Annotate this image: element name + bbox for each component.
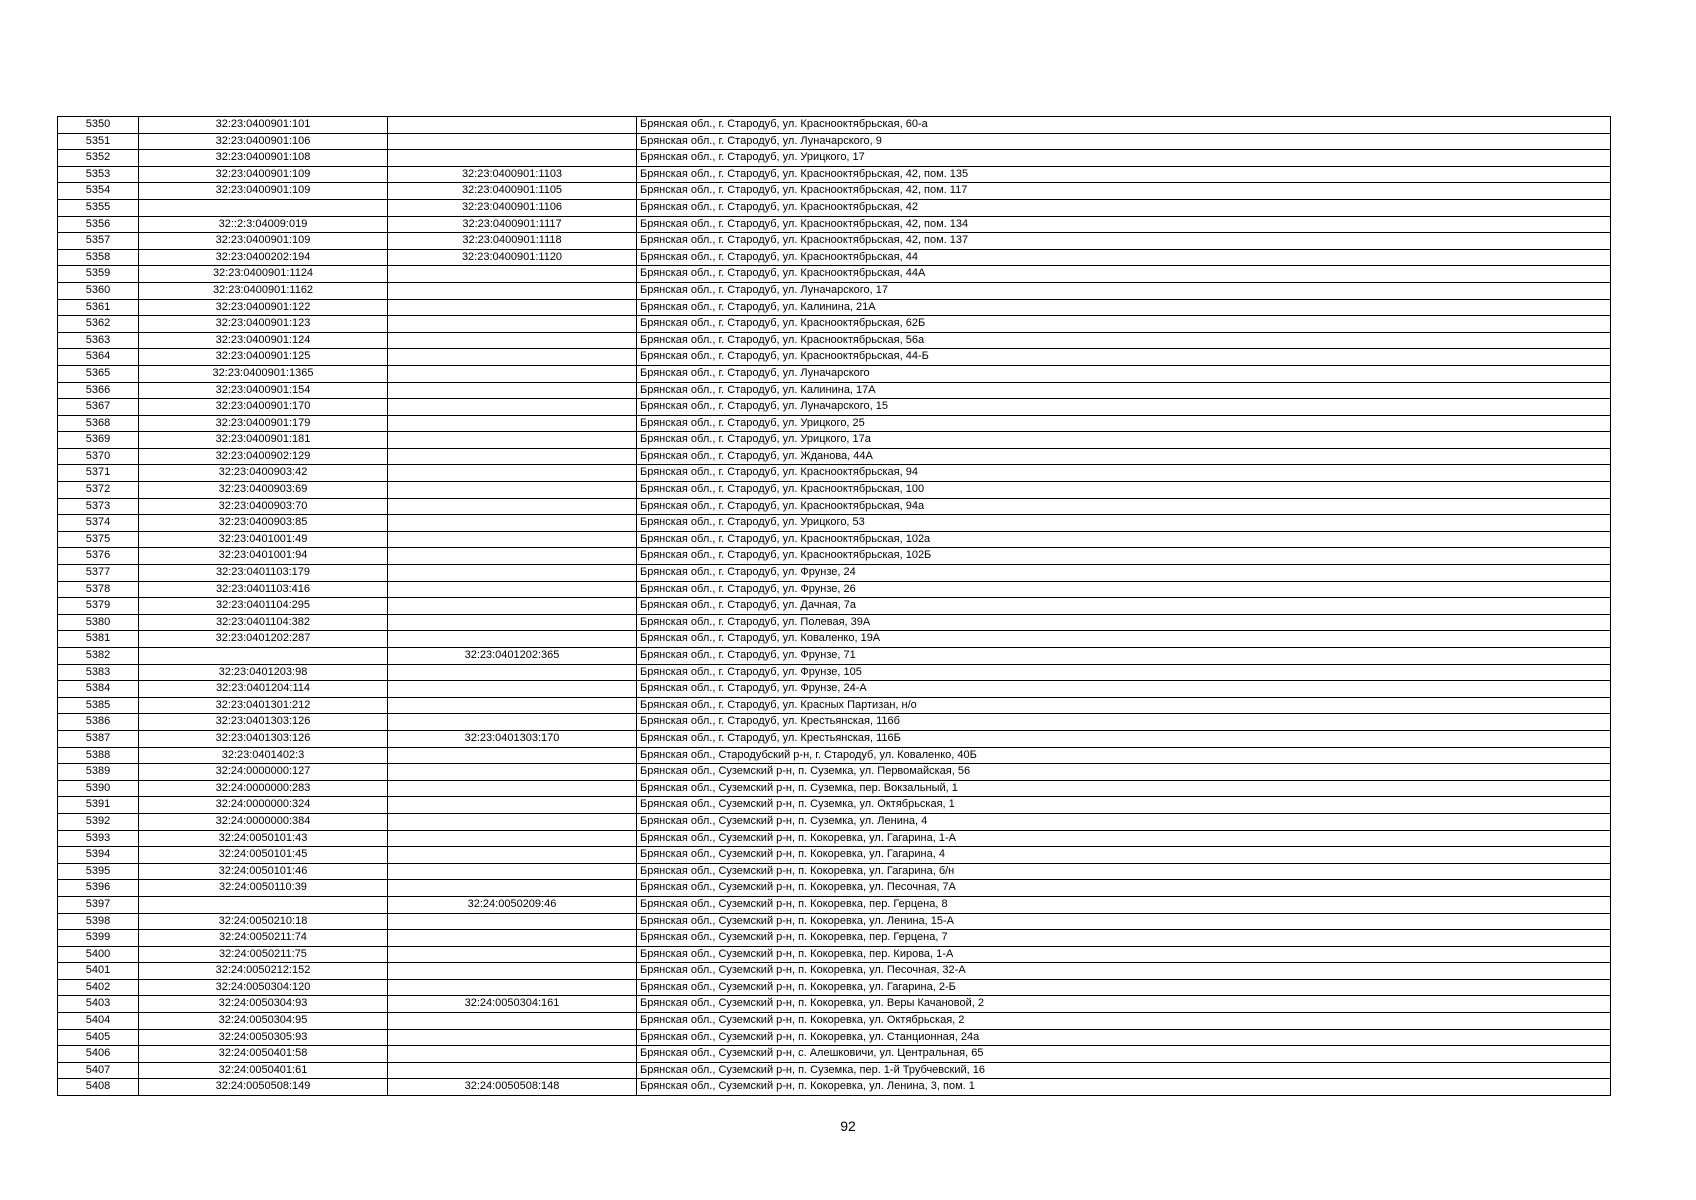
address-cell: Брянская обл., Суземский р-н, п. Кокоревка, ул. Октябрьская, 2 <box>637 1013 1611 1030</box>
table-row <box>58 896 1611 913</box>
row-number-cell: 5404 <box>58 1013 139 1030</box>
sub-cadastral-number-cell <box>388 415 637 432</box>
table-row <box>58 648 1611 665</box>
cadastral-number-cell: 32:23:0400901:1124 <box>139 266 388 283</box>
table-row <box>58 797 1611 814</box>
row-number-cell: 5384 <box>58 681 139 698</box>
table-row <box>58 764 1611 781</box>
table-row <box>58 365 1611 382</box>
address-cell: Брянская обл., г. Стародуб, ул. Красных Партизан, н/о <box>637 697 1611 714</box>
table-row <box>58 913 1611 930</box>
address-cell: Брянская обл., г. Стародуб, ул. Калинина, 21А <box>637 299 1611 316</box>
row-number-cell: 5395 <box>58 863 139 880</box>
table-row <box>58 332 1611 349</box>
cadastral-number-cell: 32:23:0401301:212 <box>139 697 388 714</box>
sub-cadastral-number-cell: 32:23:0400901:1103 <box>388 166 637 183</box>
sub-cadastral-number-cell <box>388 498 637 515</box>
table-row <box>58 930 1611 947</box>
address-cell: Брянская обл., г. Стародуб, ул. Луначарского <box>637 365 1611 382</box>
address-cell: Брянская обл., Суземский р-н, п. Суземка, пер. Вокзальный, 1 <box>637 780 1611 797</box>
address-cell: Брянская обл., г. Стародуб, ул. Полевая, 39А <box>637 614 1611 631</box>
row-number-cell: 5405 <box>58 1029 139 1046</box>
row-number-cell: 5364 <box>58 349 139 366</box>
address-cell: Брянская обл., Суземский р-н, п. Суземка, пер. 1-й Трубчевский, 16 <box>637 1062 1611 1079</box>
table-row <box>58 415 1611 432</box>
row-number-cell: 5402 <box>58 979 139 996</box>
cadastral-number-cell: 32:24:0000000:324 <box>139 797 388 814</box>
row-number-cell: 5357 <box>58 233 139 250</box>
address-cell: Брянская обл., Стародубский р-н, г. Стародуб, ул. Коваленко, 40Б <box>637 747 1611 764</box>
sub-cadastral-number-cell: 32:23:0400901:1106 <box>388 199 637 216</box>
sub-cadastral-number-cell <box>388 266 637 283</box>
cadastral-number-cell: 32:23:0401001:49 <box>139 531 388 548</box>
sub-cadastral-number-cell <box>388 681 637 698</box>
cadastral-number-cell: 32:24:0050101:45 <box>139 847 388 864</box>
address-cell: Брянская обл., Суземский р-н, п. Кокоревка, ул. Гагарина, б/н <box>637 863 1611 880</box>
address-cell: Брянская обл., Суземский р-н, п. Кокоревка, пер. Герцена, 8 <box>637 896 1611 913</box>
cadastral-number-cell: 32:23:0400901:109 <box>139 233 388 250</box>
address-cell: Брянская обл., г. Стародуб, ул. Урицкого, 17 <box>637 150 1611 167</box>
row-number-cell: 5371 <box>58 465 139 482</box>
row-number-cell: 5388 <box>58 747 139 764</box>
address-cell: Брянская обл., г. Стародуб, ул. Фрунзе, 71 <box>637 648 1611 665</box>
address-cell: Брянская обл., Суземский р-н, п. Суземка, ул. Октябрьская, 1 <box>637 797 1611 814</box>
row-number-cell: 5398 <box>58 913 139 930</box>
cadastral-number-cell: 32::2:3:04009:019 <box>139 216 388 233</box>
row-number-cell: 5390 <box>58 780 139 797</box>
table-row <box>58 565 1611 582</box>
cadastral-number-cell: 32:23:0400901:109 <box>139 183 388 200</box>
row-number-cell: 5389 <box>58 764 139 781</box>
cadastral-number-cell: 32:23:0400901:125 <box>139 349 388 366</box>
sub-cadastral-number-cell <box>388 664 637 681</box>
row-number-cell: 5369 <box>58 432 139 449</box>
sub-cadastral-number-cell <box>388 614 637 631</box>
row-number-cell: 5408 <box>58 1079 139 1096</box>
address-cell: Брянская обл., г. Стародуб, ул. Краснооктябрьская, 60-а <box>637 117 1611 134</box>
table-row <box>58 531 1611 548</box>
cadastral-number-cell: 32:23:0400903:42 <box>139 465 388 482</box>
row-number-cell: 5374 <box>58 515 139 532</box>
sub-cadastral-number-cell: 32:23:0400901:1118 <box>388 233 637 250</box>
sub-cadastral-number-cell <box>388 117 637 134</box>
row-number-cell: 5381 <box>58 631 139 648</box>
sub-cadastral-number-cell: 32:24:0050304:161 <box>388 996 637 1013</box>
row-number-cell: 5363 <box>58 332 139 349</box>
cadastral-number-cell <box>139 896 388 913</box>
address-cell: Брянская обл., г. Стародуб, ул. Луначарского, 15 <box>637 399 1611 416</box>
row-number-cell: 5375 <box>58 531 139 548</box>
cadastral-number-cell: 32:23:0401303:126 <box>139 714 388 731</box>
page-number: 92 <box>840 1118 856 1134</box>
table-row <box>58 515 1611 532</box>
table-row <box>58 714 1611 731</box>
table-row <box>58 465 1611 482</box>
cadastral-number-cell: 32:24:0050304:95 <box>139 1013 388 1030</box>
property-registry-table <box>57 116 1611 1096</box>
row-number-cell: 5394 <box>58 847 139 864</box>
address-cell: Брянская обл., г. Стародуб, ул. Жданова, 44А <box>637 448 1611 465</box>
row-number-cell: 5376 <box>58 548 139 565</box>
row-number-cell: 5362 <box>58 316 139 333</box>
table-row <box>58 631 1611 648</box>
sub-cadastral-number-cell <box>388 979 637 996</box>
address-cell: Брянская обл., г. Стародуб, ул. Краснооктябрьская, 42, пом. 117 <box>637 183 1611 200</box>
address-cell: Брянская обл., г. Стародуб, ул. Фрунзе, 24 <box>637 565 1611 582</box>
table-row <box>58 216 1611 233</box>
row-number-cell: 5355 <box>58 199 139 216</box>
address-cell: Брянская обл., г. Стародуб, ул. Краснооктябрьская, 42, пом. 137 <box>637 233 1611 250</box>
table-row <box>58 150 1611 167</box>
address-cell: Брянская обл., г. Стародуб, ул. Краснооктябрьская, 94а <box>637 498 1611 515</box>
sub-cadastral-number-cell <box>388 830 637 847</box>
cadastral-number-cell: 32:23:0400202:194 <box>139 249 388 266</box>
cadastral-number-cell: 32:23:0401103:416 <box>139 581 388 598</box>
sub-cadastral-number-cell <box>388 1013 637 1030</box>
table-row <box>58 117 1611 134</box>
table-row <box>58 133 1611 150</box>
row-number-cell: 5354 <box>58 183 139 200</box>
row-number-cell: 5382 <box>58 648 139 665</box>
address-cell: Брянская обл., г. Стародуб, ул. Урицкого, 53 <box>637 515 1611 532</box>
cadastral-number-cell: 32:23:0400901:101 <box>139 117 388 134</box>
address-cell: Брянская обл., г. Стародуб, ул. Краснооктябрьская, 44-Б <box>637 349 1611 366</box>
address-cell: Брянская обл., г. Стародуб, ул. Крестьянская, 116б <box>637 714 1611 731</box>
cadastral-number-cell: 32:24:0050110:39 <box>139 880 388 897</box>
cadastral-number-cell: 32:23:0400901:154 <box>139 382 388 399</box>
table-row <box>58 581 1611 598</box>
address-cell: Брянская обл., г. Стародуб, ул. Луначарского, 17 <box>637 282 1611 299</box>
table-row <box>58 1062 1611 1079</box>
cadastral-number-cell: 32:24:0050211:75 <box>139 946 388 963</box>
sub-cadastral-number-cell <box>388 349 637 366</box>
cadastral-number-cell: 32:24:0050211:74 <box>139 930 388 947</box>
address-cell: Брянская обл., г. Стародуб, ул. Дачная, 7а <box>637 598 1611 615</box>
cadastral-number-cell: 32:24:0050305:93 <box>139 1029 388 1046</box>
address-cell: Брянская обл., Суземский р-н, п. Кокоревка, ул. Ленина, 3, пом. 1 <box>637 1079 1611 1096</box>
table-row <box>58 598 1611 615</box>
address-cell: Брянская обл., г. Стародуб, ул. Фрунзе, 24-А <box>637 681 1611 698</box>
address-cell: Брянская обл., г. Стародуб, ул. Урицкого, 17а <box>637 432 1611 449</box>
table-row <box>58 880 1611 897</box>
sub-cadastral-number-cell <box>388 764 637 781</box>
sub-cadastral-number-cell <box>388 697 637 714</box>
sub-cadastral-number-cell <box>388 465 637 482</box>
address-cell: Брянская обл., Суземский р-н, п. Суземка, ул. Первомайская, 56 <box>637 764 1611 781</box>
address-cell: Брянская обл., г. Стародуб, ул. Фрунзе, 105 <box>637 664 1611 681</box>
cadastral-number-cell: 32:24:0050212:152 <box>139 963 388 980</box>
sub-cadastral-number-cell <box>388 548 637 565</box>
address-cell: Брянская обл., г. Стародуб, ул. Краснооктябрьская, 42 <box>637 199 1611 216</box>
table-row <box>58 482 1611 499</box>
sub-cadastral-number-cell <box>388 930 637 947</box>
address-cell: Брянская обл., г. Стародуб, ул. Краснооктябрьская, 102а <box>637 531 1611 548</box>
row-number-cell: 5397 <box>58 896 139 913</box>
sub-cadastral-number-cell <box>388 565 637 582</box>
sub-cadastral-number-cell <box>388 598 637 615</box>
table-row <box>58 747 1611 764</box>
row-number-cell: 5401 <box>58 963 139 980</box>
table-row <box>58 863 1611 880</box>
address-cell: Брянская обл., г. Стародуб, ул. Краснооктябрьская, 44 <box>637 249 1611 266</box>
sub-cadastral-number-cell <box>388 780 637 797</box>
address-cell: Брянская обл., г. Стародуб, ул. Краснооктябрьская, 44А <box>637 266 1611 283</box>
registry-table-body <box>58 117 1611 1096</box>
table-row <box>58 813 1611 830</box>
cadastral-number-cell: 32:23:0401303:126 <box>139 730 388 747</box>
address-cell: Брянская обл., г. Стародуб, ул. Краснооктябрьская, 56а <box>637 332 1611 349</box>
address-cell: Брянская обл., Суземский р-н, п. Кокоревка, ул. Гагарина, 2-Б <box>637 979 1611 996</box>
table-row <box>58 780 1611 797</box>
sub-cadastral-number-cell <box>388 299 637 316</box>
cadastral-number-cell: 32:23:0400901:106 <box>139 133 388 150</box>
address-cell: Брянская обл., г. Стародуб, ул. Фрунзе, 26 <box>637 581 1611 598</box>
address-cell: Брянская обл., г. Стародуб, ул. Краснооктябрьская, 100 <box>637 482 1611 499</box>
address-cell: Брянская обл., г. Стародуб, ул. Краснооктябрьская, 62Б <box>637 316 1611 333</box>
sub-cadastral-number-cell <box>388 847 637 864</box>
sub-cadastral-number-cell <box>388 382 637 399</box>
table-row <box>58 166 1611 183</box>
cadastral-number-cell: 32:24:0050508:149 <box>139 1079 388 1096</box>
cadastral-number-cell: 32:23:0400901:123 <box>139 316 388 333</box>
table-row <box>58 349 1611 366</box>
table-row <box>58 979 1611 996</box>
sub-cadastral-number-cell <box>388 963 637 980</box>
sub-cadastral-number-cell: 32:24:0050508:148 <box>388 1079 637 1096</box>
row-number-cell: 5360 <box>58 282 139 299</box>
cadastral-number-cell: 32:23:0400903:85 <box>139 515 388 532</box>
cadastral-number-cell: 32:24:0050304:93 <box>139 996 388 1013</box>
address-cell: Брянская обл., Суземский р-н, п. Кокоревка, ул. Станционная, 24а <box>637 1029 1611 1046</box>
table-row <box>58 382 1611 399</box>
address-cell: Брянская обл., г. Стародуб, ул. Крестьянская, 116Б <box>637 730 1611 747</box>
row-number-cell: 5378 <box>58 581 139 598</box>
row-number-cell: 5359 <box>58 266 139 283</box>
table-row <box>58 299 1611 316</box>
address-cell: Брянская обл., Суземский р-н, п. Суземка, ул. Ленина, 4 <box>637 813 1611 830</box>
table-row <box>58 847 1611 864</box>
address-cell: Брянская обл., г. Стародуб, ул. Краснооктябрьская, 102Б <box>637 548 1611 565</box>
cadastral-number-cell: 32:23:0400901:170 <box>139 399 388 416</box>
cadastral-number-cell: 32:23:0401103:179 <box>139 565 388 582</box>
cadastral-number-cell: 32:23:0400901:124 <box>139 332 388 349</box>
row-number-cell: 5407 <box>58 1062 139 1079</box>
table-row <box>58 432 1611 449</box>
table-row <box>58 498 1611 515</box>
sub-cadastral-number-cell <box>388 863 637 880</box>
address-cell: Брянская обл., г. Стародуб, ул. Краснооктябрьская, 42, пом. 135 <box>637 166 1611 183</box>
table-row <box>58 233 1611 250</box>
sub-cadastral-number-cell <box>388 432 637 449</box>
sub-cadastral-number-cell <box>388 946 637 963</box>
cadastral-number-cell: 32:24:0000000:127 <box>139 764 388 781</box>
address-cell: Брянская обл., Суземский р-н, п. Кокоревка, пер. Кирова, 1-А <box>637 946 1611 963</box>
cadastral-number-cell: 32:24:0050401:61 <box>139 1062 388 1079</box>
address-cell: Брянская обл., Суземский р-н, п. Кокоревка, ул. Песочная, 32-А <box>637 963 1611 980</box>
cadastral-number-cell: 32:23:0400901:109 <box>139 166 388 183</box>
cadastral-number-cell <box>139 648 388 665</box>
row-number-cell: 5399 <box>58 930 139 947</box>
cadastral-number-cell <box>139 199 388 216</box>
table-row <box>58 664 1611 681</box>
sub-cadastral-number-cell <box>388 282 637 299</box>
address-cell: Брянская обл., г. Стародуб, ул. Коваленко, 19А <box>637 631 1611 648</box>
row-number-cell: 5406 <box>58 1046 139 1063</box>
sub-cadastral-number-cell: 32:23:0401303:170 <box>388 730 637 747</box>
cadastral-number-cell: 32:23:0400901:179 <box>139 415 388 432</box>
sub-cadastral-number-cell: 32:24:0050209:46 <box>388 896 637 913</box>
table-row <box>58 316 1611 333</box>
sub-cadastral-number-cell <box>388 316 637 333</box>
cadastral-number-cell: 32:23:0400901:122 <box>139 299 388 316</box>
row-number-cell: 5366 <box>58 382 139 399</box>
cadastral-number-cell: 32:24:0000000:384 <box>139 813 388 830</box>
sub-cadastral-number-cell <box>388 581 637 598</box>
table-row <box>58 681 1611 698</box>
row-number-cell: 5393 <box>58 830 139 847</box>
cadastral-number-cell: 32:23:0401203:98 <box>139 664 388 681</box>
table-row <box>58 946 1611 963</box>
cadastral-number-cell: 32:23:0400901:1162 <box>139 282 388 299</box>
sub-cadastral-number-cell <box>388 531 637 548</box>
row-number-cell: 5351 <box>58 133 139 150</box>
address-cell: Брянская обл., г. Стародуб, ул. Краснооктябрьская, 94 <box>637 465 1611 482</box>
sub-cadastral-number-cell <box>388 399 637 416</box>
table-row <box>58 399 1611 416</box>
table-row <box>58 963 1611 980</box>
address-cell: Брянская обл., Суземский р-н, п. Кокоревка, ул. Ленина, 15-А <box>637 913 1611 930</box>
row-number-cell: 5386 <box>58 714 139 731</box>
cadastral-number-cell: 32:23:0401104:295 <box>139 598 388 615</box>
cadastral-number-cell: 32:23:0400901:1365 <box>139 365 388 382</box>
table-row <box>58 996 1611 1013</box>
cadastral-number-cell: 32:23:0400903:69 <box>139 482 388 499</box>
row-number-cell: 5385 <box>58 697 139 714</box>
sub-cadastral-number-cell <box>388 515 637 532</box>
sub-cadastral-number-cell <box>388 365 637 382</box>
sub-cadastral-number-cell <box>388 1029 637 1046</box>
row-number-cell: 5370 <box>58 448 139 465</box>
row-number-cell: 5383 <box>58 664 139 681</box>
address-cell: Брянская обл., Суземский р-н, п. Кокоревка, ул. Веры Качановой, 2 <box>637 996 1611 1013</box>
table-row <box>58 1013 1611 1030</box>
sub-cadastral-number-cell <box>388 1046 637 1063</box>
cadastral-number-cell: 32:24:0050304:120 <box>139 979 388 996</box>
table-row <box>58 282 1611 299</box>
table-row <box>58 830 1611 847</box>
row-number-cell: 5358 <box>58 249 139 266</box>
row-number-cell: 5365 <box>58 365 139 382</box>
row-number-cell: 5392 <box>58 813 139 830</box>
table-row <box>58 448 1611 465</box>
sub-cadastral-number-cell <box>388 813 637 830</box>
sub-cadastral-number-cell <box>388 448 637 465</box>
address-cell: Брянская обл., г. Стародуб, ул. Урицкого, 25 <box>637 415 1611 432</box>
row-number-cell: 5377 <box>58 565 139 582</box>
row-number-cell: 5367 <box>58 399 139 416</box>
table-row <box>58 266 1611 283</box>
address-cell: Брянская обл., Суземский р-н, п. Кокоревка, пер. Герцена, 7 <box>637 930 1611 947</box>
row-number-cell: 5403 <box>58 996 139 1013</box>
table-row <box>58 199 1611 216</box>
table-row <box>58 249 1611 266</box>
sub-cadastral-number-cell <box>388 880 637 897</box>
table-row <box>58 614 1611 631</box>
sub-cadastral-number-cell: 32:23:0400901:1120 <box>388 249 637 266</box>
table-row <box>58 1029 1611 1046</box>
table-row <box>58 183 1611 200</box>
row-number-cell: 5368 <box>58 415 139 432</box>
sub-cadastral-number-cell <box>388 1062 637 1079</box>
cadastral-number-cell: 32:23:0400901:108 <box>139 150 388 167</box>
row-number-cell: 5400 <box>58 946 139 963</box>
address-cell: Брянская обл., Суземский р-н, с. Алешковичи, ул. Центральная, 65 <box>637 1046 1611 1063</box>
cadastral-number-cell: 32:24:0000000:283 <box>139 780 388 797</box>
sub-cadastral-number-cell <box>388 747 637 764</box>
row-number-cell: 5350 <box>58 117 139 134</box>
cadastral-number-cell: 32:24:0050101:43 <box>139 830 388 847</box>
address-cell: Брянская обл., г. Стародуб, ул. Луначарского, 9 <box>637 133 1611 150</box>
row-number-cell: 5396 <box>58 880 139 897</box>
row-number-cell: 5387 <box>58 730 139 747</box>
table-row <box>58 1046 1611 1063</box>
address-cell: Брянская обл., г. Стародуб, ул. Краснооктябрьская, 42, пом. 134 <box>637 216 1611 233</box>
sub-cadastral-number-cell <box>388 150 637 167</box>
row-number-cell: 5391 <box>58 797 139 814</box>
sub-cadastral-number-cell <box>388 482 637 499</box>
cadastral-number-cell: 32:23:0401204:114 <box>139 681 388 698</box>
row-number-cell: 5356 <box>58 216 139 233</box>
cadastral-number-cell: 32:23:0401402:3 <box>139 747 388 764</box>
address-cell: Брянская обл., Суземский р-н, п. Кокоревка, ул. Гагарина, 1-А <box>637 830 1611 847</box>
table-row <box>58 697 1611 714</box>
sub-cadastral-number-cell: 32:23:0400901:1105 <box>388 183 637 200</box>
cadastral-number-cell: 32:23:0401202:287 <box>139 631 388 648</box>
sub-cadastral-number-cell <box>388 797 637 814</box>
cadastral-number-cell: 32:23:0401001:94 <box>139 548 388 565</box>
cadastral-number-cell: 32:23:0400902:129 <box>139 448 388 465</box>
row-number-cell: 5379 <box>58 598 139 615</box>
sub-cadastral-number-cell: 32:23:0400901:1117 <box>388 216 637 233</box>
cadastral-number-cell: 32:24:0050401:58 <box>139 1046 388 1063</box>
table-row <box>58 730 1611 747</box>
cadastral-number-cell: 32:23:0400901:181 <box>139 432 388 449</box>
sub-cadastral-number-cell <box>388 631 637 648</box>
cadastral-number-cell: 32:24:0050210:18 <box>139 913 388 930</box>
address-cell: Брянская обл., Суземский р-н, п. Кокоревка, ул. Песочная, 7А <box>637 880 1611 897</box>
row-number-cell: 5361 <box>58 299 139 316</box>
cadastral-number-cell: 32:23:0400903:70 <box>139 498 388 515</box>
sub-cadastral-number-cell <box>388 714 637 731</box>
address-cell: Брянская обл., Суземский р-н, п. Кокоревка, ул. Гагарина, 4 <box>637 847 1611 864</box>
row-number-cell: 5373 <box>58 498 139 515</box>
cadastral-number-cell: 32:24:0050101:46 <box>139 863 388 880</box>
row-number-cell: 5352 <box>58 150 139 167</box>
row-number-cell: 5380 <box>58 614 139 631</box>
sub-cadastral-number-cell: 32:23:0401202:365 <box>388 648 637 665</box>
sub-cadastral-number-cell <box>388 913 637 930</box>
table-row <box>58 548 1611 565</box>
sub-cadastral-number-cell <box>388 133 637 150</box>
cadastral-number-cell: 32:23:0401104:382 <box>139 614 388 631</box>
address-cell: Брянская обл., г. Стародуб, ул. Калинина, 17А <box>637 382 1611 399</box>
row-number-cell: 5372 <box>58 482 139 499</box>
row-number-cell: 5353 <box>58 166 139 183</box>
table-row <box>58 1079 1611 1096</box>
sub-cadastral-number-cell <box>388 332 637 349</box>
